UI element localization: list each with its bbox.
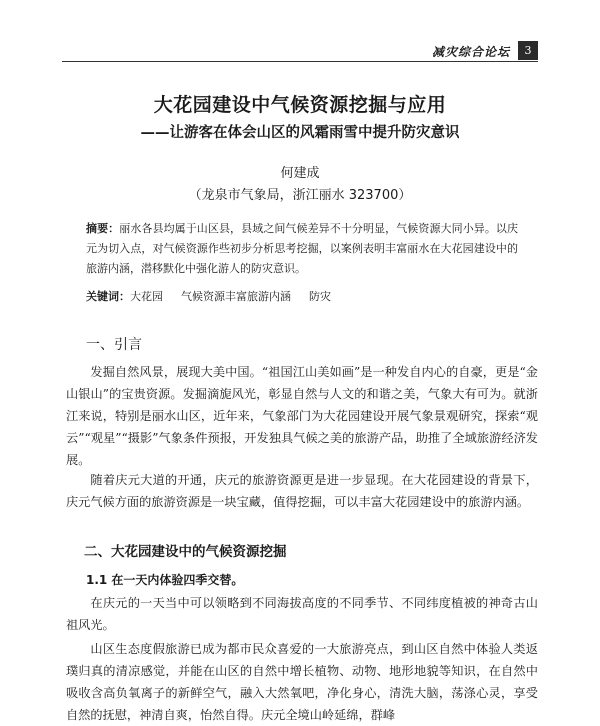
subsection-heading: 1.1 在一天内体验四季交替。 xyxy=(86,573,244,587)
section-badge-icon: 3 xyxy=(518,41,538,60)
header-divider xyxy=(62,61,538,62)
paragraph: 在庆元的一天当中可以领略到不同海拔高度的不同季节、不同纬度植被的神奇古山祖风光。 xyxy=(66,596,538,632)
author-name: 何建成 xyxy=(280,166,320,181)
keyword-item: 防灾 xyxy=(309,290,331,303)
keyword-item: 气候资源丰富旅游内涵 xyxy=(181,290,291,303)
section-heading-climate: 二、大花园建设中的气候资源挖掘 xyxy=(84,544,287,560)
paragraph: 随着庆元大道的开通，庆元的旅游资源更是进一步显现。在大花园建设的背景下，庆元气候方面的旅游资源是一块宝藏，值得挖掘，可以丰富大花园建设中的旅游内涵。 xyxy=(66,473,538,509)
author-affiliation: （龙泉市气象局，浙江丽水 323700） xyxy=(188,188,412,203)
abstract-text: 丽水各县均属于山区县，县域之间气候差异不十分明显，气候资源大同小异。以庆元为切入点，对气候资源作些初步分析思考挖掘，以案例表明丰富丽水在大花园建设中的旅游内涵，潜移默化中强化游人的防灾意识。 xyxy=(86,222,519,275)
section-heading-intro: 一、引言 xyxy=(86,337,142,353)
abstract xyxy=(86,219,518,279)
journal-header xyxy=(0,38,600,64)
keywords-label: 关键词： xyxy=(86,290,130,303)
paragraph: 发掘自然风景，展现大美中国。“祖国江山美如画”是一种发自内心的自豪，更是“金山银山”的宝贵资源。发掘滴旎风光，彰显自然与人文的和谐之美，气象大有可为。就浙江来说，特别是丽水山区，近年来，气象部门为大花园建设开展气象景观研究，探索“观云”“观星”“摄影”气象条件预报，开发独具气候之美的旅游产品，助推了全域旅游经济发展。 xyxy=(66,365,538,467)
keywords xyxy=(86,287,518,307)
keyword-item: 大花园 xyxy=(130,290,163,303)
paper-subtitle: ——让游客在体会山区的风霜雨雪中提升防灾意识 xyxy=(140,125,460,141)
abstract-label: 摘要： xyxy=(86,222,120,235)
paper-title: 大花园建设中气候资源挖掘与应用 xyxy=(153,94,447,116)
paragraph: 山区生态度假旅游已成为都市民众喜爱的一大旅游亮点，到山区自然中体验人类返璞归真的清凉感觉，并能在山区的自然中增长植物、动物、地形地貌等知识，在自然中吸收含高负氧离子的新鲜空气，融入大然氧吧，净化身心，清洗大脑，荡涤心灵，享受自然的抚慰，神清自爽，怡然自得。庆元全境山岭延绵，群峰 xyxy=(66,642,538,722)
journal-section-label: 减灾综合论坛 xyxy=(431,45,510,59)
